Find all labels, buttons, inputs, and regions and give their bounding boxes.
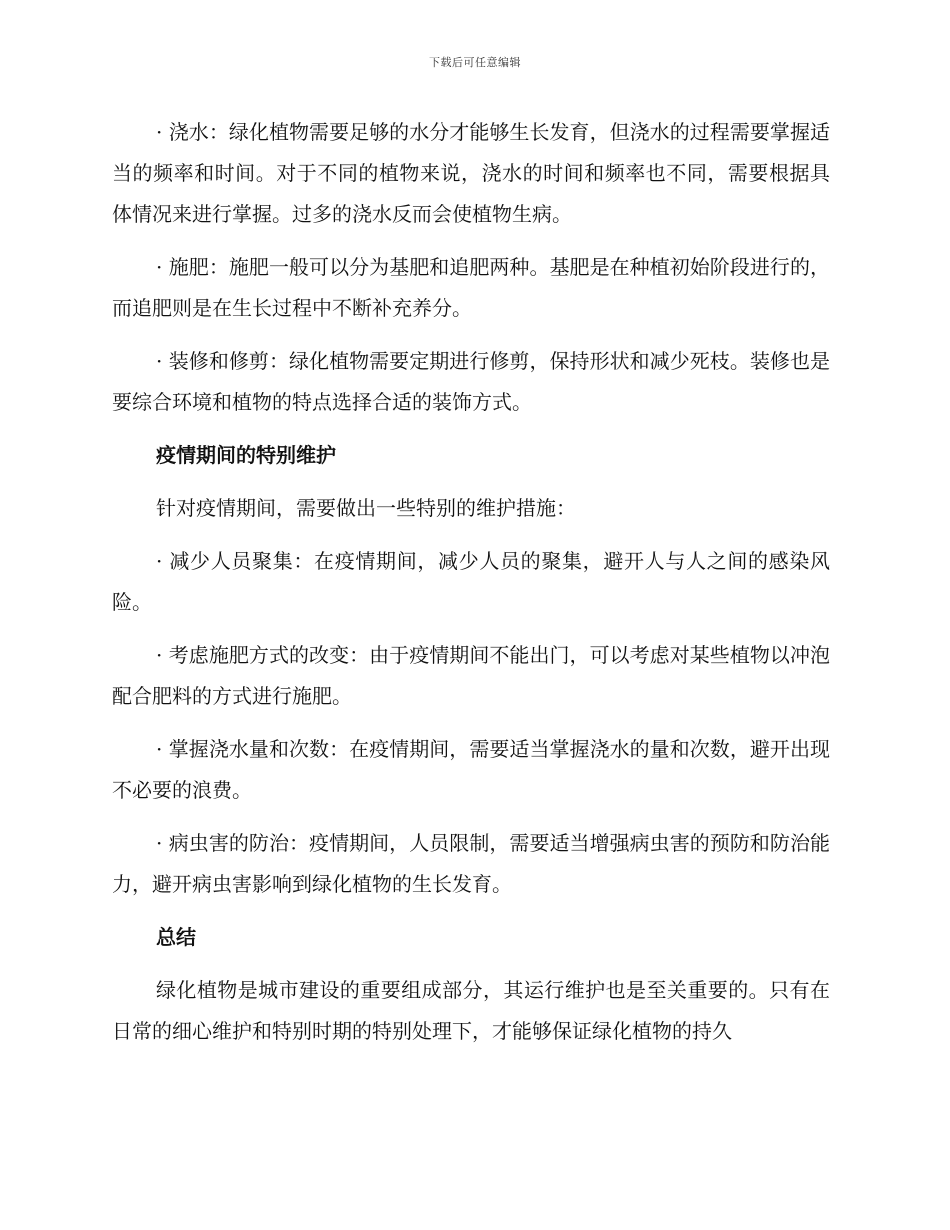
paragraph-watering-amount: · 掌握浇水量和次数：在疫情期间，需要适当掌握浇水的量和次数，避开出现不必要的浪费。 bbox=[112, 737, 830, 802]
paragraph-epidemic-intro: 针对疫情期间，需要做出一些特别的维护措施： bbox=[156, 496, 576, 520]
paragraph-reduce-gathering: · 减少人员聚集：在疫情期间，减少人员的聚集，避开人与人之间的感染风险。 bbox=[112, 549, 830, 614]
document-body bbox=[112, 112, 830, 1064]
page-header: 下载后可任意编辑 bbox=[429, 56, 521, 69]
paragraph-fertilizing-change: · 考虑施肥方式的改变：由于疫情期间不能出门，可以考虑对某些植物以冲泡配合肥料的方式进行施肥。 bbox=[112, 643, 830, 708]
paragraph-watering: · 浇水：绿化植物需要足够的水分才能够生长发育，但浇水的过程需要掌握适当的频率和时间。对于不同的植物来说，浇水的时间和频率也不同，需要根据具体情况来进行掌握。过多的浇水反而会使植物生病。 bbox=[112, 120, 830, 226]
paragraph-fertilizing: · 施肥：施肥一般可以分为基肥和追肥两种。基肥是在种植初始阶段进行的，而追肥则是在生长过程中不断补充养分。 bbox=[112, 255, 830, 320]
section-heading-summary: 总结 bbox=[156, 925, 196, 949]
paragraph-pruning: · 装修和修剪：绿化植物需要定期进行修剪，保持形状和减少死枝。装修也是要综合环境和植物的特点选择合适的装饰方式。 bbox=[112, 349, 830, 414]
section-heading-epidemic-maintenance: 疫情期间的特别维护 bbox=[156, 443, 336, 467]
paragraph-summary: 绿化植物是城市建设的重要组成部分，其运行维护也是至关重要的。只有在日常的细心维护和特别时期的特别处理下，才能够保证绿化植物的持久 bbox=[112, 978, 830, 1043]
paragraph-pest-control: · 病虫害的防治：疫情期间，人员限制，需要适当增强病虫害的预防和防治能力，避开病虫害影响到绿化植物的生长发育。 bbox=[112, 831, 830, 896]
